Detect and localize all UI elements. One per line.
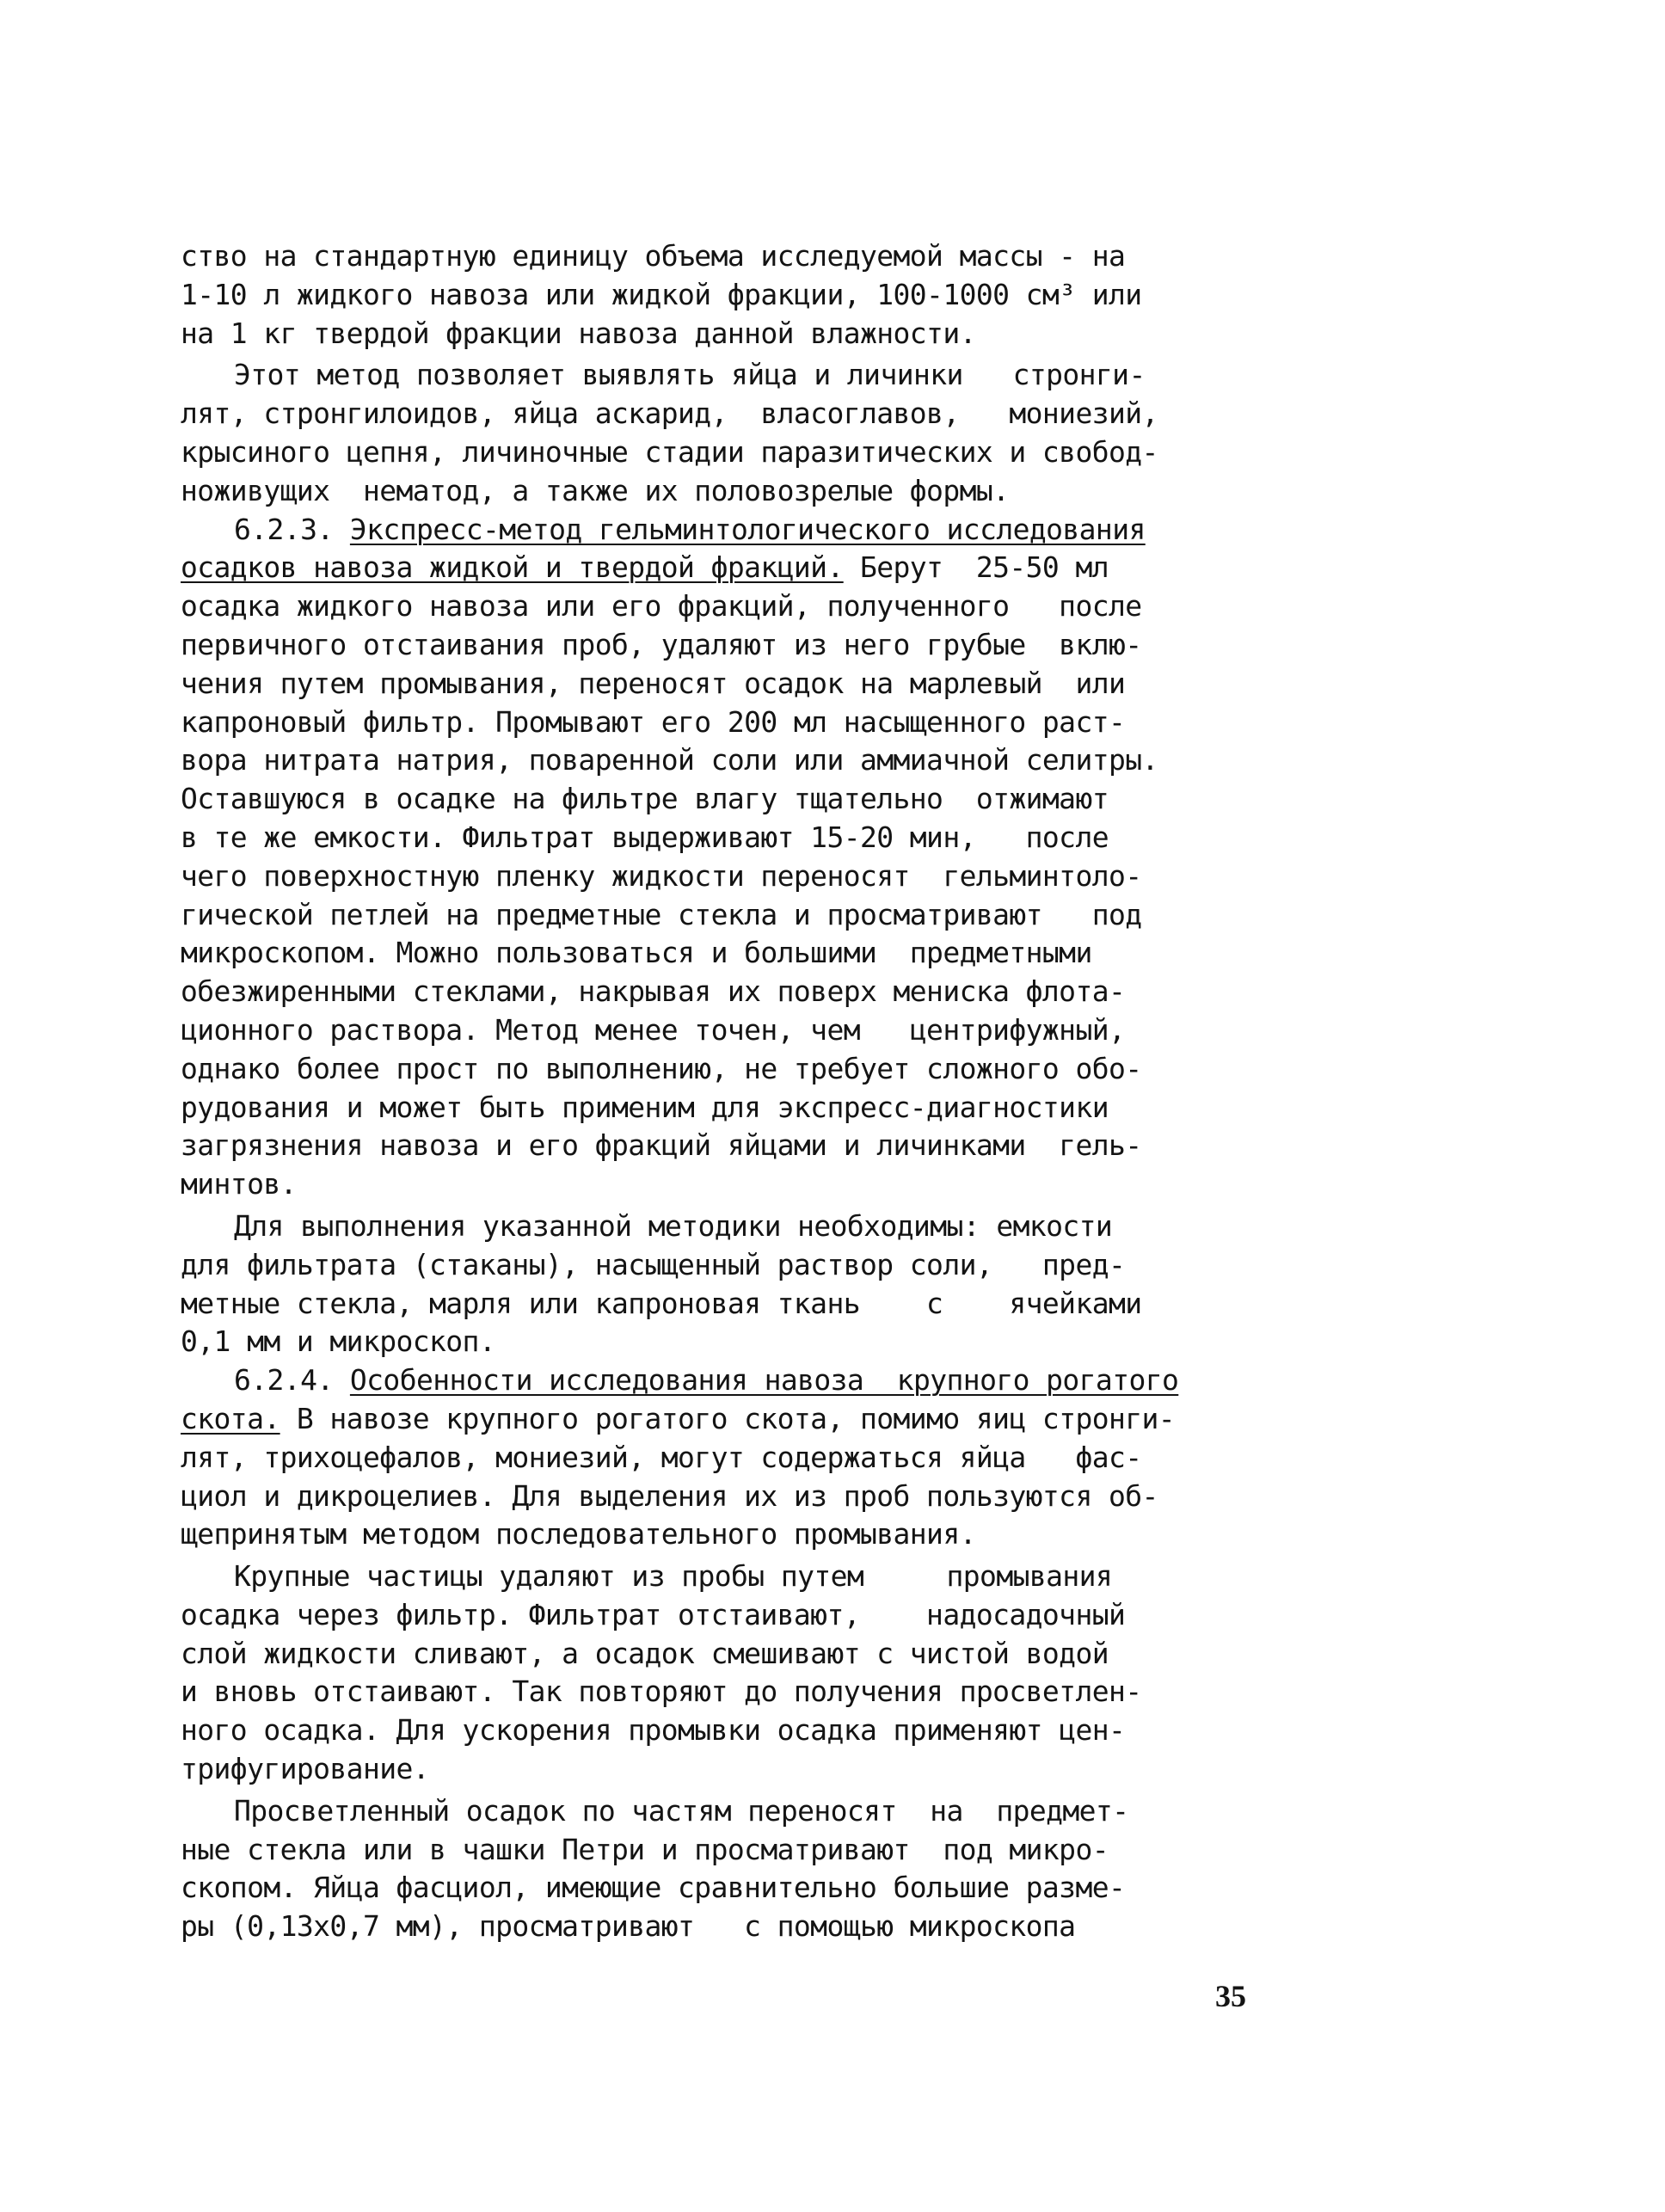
text-line: 0,1 мм и микроскоп. — [181, 1324, 496, 1359]
text-line: гической петлей на предметные стекла и просматривают под — [181, 897, 1142, 931]
text-run: В навозе крупного рогатого скота, помимо яиц стронги- — [280, 1401, 1176, 1435]
text-line: ры (0,13х0,7 мм), просматривают с помощью микроскопа — [181, 1909, 1076, 1944]
text-line: капроновый фильтр. Промывают его 200 мл насыщенного раст- — [181, 704, 1126, 739]
text-line: метные стекла, марля или капроновая ткань с ячейками — [181, 1286, 1142, 1320]
text-line: скопом. Яйца фасциол, имеющие сравнительно большие разме- — [181, 1871, 1126, 1905]
section-6-2-4 — [181, 1361, 1299, 1554]
text-line: ство на стандартную единицу объема исследуемой массы - на — [181, 239, 1126, 273]
text-line: и вновь отстаивают. Так повторяют до получения просветлен- — [181, 1674, 1142, 1709]
text-line: микроскопом. Можно пользоваться и большими предметными — [181, 936, 1092, 970]
text-line: осадка через фильтр. Фильтрат отстаивают, надосадочный — [181, 1597, 1126, 1631]
text-line: для фильтрата (стаканы), насыщенный раствор соли, пред- — [181, 1247, 1126, 1281]
text-line: Этот метод позволяет выявлять яйца и личинки стронги- — [234, 358, 1146, 392]
section-heading-line — [181, 549, 1299, 587]
section-title: Экспресс-метод гельминтологического исследования — [349, 512, 1146, 546]
section-heading-line — [181, 1400, 1299, 1439]
text-line: минтов. — [181, 1167, 297, 1201]
text-run: Берут 25-50 мл — [843, 550, 1109, 585]
section-6-2-3 — [181, 511, 1299, 1204]
section-number: 6.2.3. — [234, 512, 334, 546]
text-line: рудования и может быть применим для экспресс-диагностики — [181, 1090, 1109, 1124]
paragraph-clarified-sediment — [181, 1792, 1299, 1946]
text-line: в те же емкости. Фильтрат выдерживают 15-20 мин, после — [181, 820, 1109, 854]
section-heading-line — [181, 511, 1299, 550]
paragraph-method-detects — [181, 356, 1299, 510]
text-line: Просветленный осадок по частям переносят на предмет- — [234, 1793, 1129, 1828]
page-number: 35 — [1215, 1979, 1246, 2013]
text-line: крысиного цепня, личиночные стадии паразитических и свобод- — [181, 434, 1158, 469]
text-line: циол и дикроцелиев. Для выделения их из проб пользуются об- — [181, 1478, 1158, 1513]
text-line: ционного раствора. Метод менее точен, чем центрифужный, — [181, 1012, 1126, 1047]
text-line: Крупные частицы удаляют из пробы путем промывания — [234, 1559, 1113, 1594]
document-page — [181, 237, 1299, 1946]
text-line: слой жидкости сливают, а осадок смешивают с чистой водой — [181, 1636, 1109, 1670]
paragraph-volume-units — [181, 237, 1299, 353]
text-line: чения путем промывания, переносят осадок на марлевый или — [181, 666, 1126, 700]
text-line: Оставшуюся в осадке на фильтре влагу тщательно отжимают — [181, 782, 1109, 816]
paragraph-equipment — [181, 1207, 1299, 1361]
text-line: однако более прост по выполнению, не требует сложного обо- — [181, 1051, 1142, 1085]
text-line: обезжиренными стеклами, накрывая их поверх мениска флота- — [181, 974, 1126, 1009]
paragraph-large-particles — [181, 1558, 1299, 1789]
text-line: 1-10 л жидкого навоза или жидкой фракции, 100-1000 см³ или — [181, 277, 1142, 311]
text-line: лят, трихоцефалов, мониезий, могут содержаться яйца фас- — [181, 1440, 1142, 1474]
text-line: вора нитрата натрия, поваренной соли или аммиачной селитры. — [181, 743, 1158, 777]
section-title: осадков навоза жидкой и твердой фракций. — [181, 550, 844, 585]
section-number: 6.2.4. — [234, 1363, 334, 1398]
section-title: скота. — [181, 1401, 280, 1435]
section-title: Особенности исследования навоза крупного рогатого — [349, 1363, 1179, 1398]
text-line: на 1 кг твердой фракции навоза данной влажности. — [181, 316, 976, 350]
text-line: ноживущих нематод, а также их половозрелые формы. — [181, 473, 1010, 507]
text-line: ные стекла или в чашки Петри и просматривают под микро- — [181, 1832, 1109, 1866]
text-line: ного осадка. Для ускорения промывки осадка применяют цен- — [181, 1713, 1126, 1748]
section-heading-line — [181, 1361, 1299, 1400]
text-line: лят, стронгилоидов, яйца аскарид, власоглавов, мониезий, — [181, 396, 1158, 431]
text-line: трифугирование. — [181, 1752, 430, 1786]
text-line: первичного отстаивания проб, удаляют из него грубые вклю- — [181, 627, 1142, 661]
text-line: Для выполнения указанной методики необходимы: емкости — [234, 1208, 1113, 1243]
text-line: загрязнения навоза и его фракций яйцами и личинками гель- — [181, 1128, 1142, 1163]
text-line: чего поверхностную пленку жидкости переносят гельминтоло- — [181, 858, 1142, 893]
text-line: осадка жидкого навоза или его фракций, полученного после — [181, 589, 1142, 624]
text-line: щепринятым методом последовательного промывания. — [181, 1517, 976, 1551]
